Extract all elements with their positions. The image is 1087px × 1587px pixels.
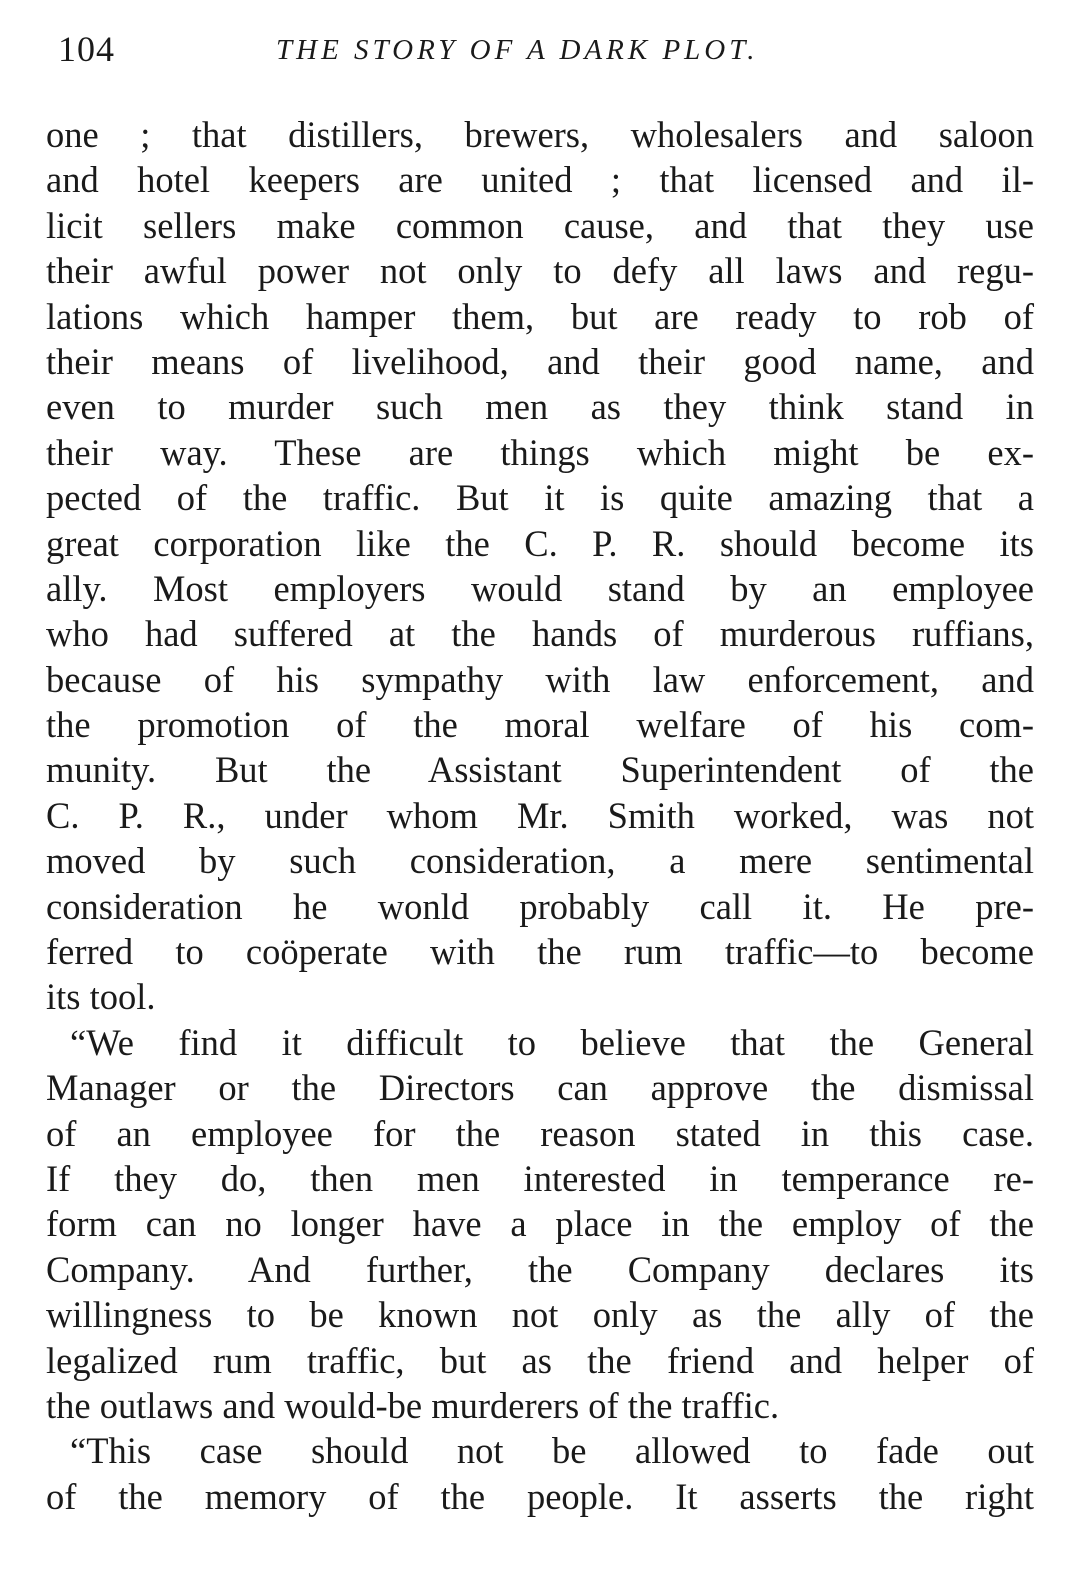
text-line: ferred to coöperate with the rum traffic—to become: [46, 931, 1034, 973]
text-line: of an employee for the reason stated in this case.: [46, 1112, 1034, 1154]
text-line: Company. And further, the Company declares its: [46, 1248, 1034, 1290]
text-line: even to murder such men as they think stand in: [46, 386, 1034, 428]
text-line: their awful power not only to defy all laws and regu-: [46, 250, 1034, 292]
page-number: 104: [58, 29, 115, 69]
text-line: legalized rum traffic, but as the friend and helper of: [46, 1339, 1034, 1381]
text-line: their way. These are things which might be ex-: [46, 431, 1034, 473]
text-line: its tool.: [46, 976, 156, 1018]
body-text: [46, 112, 1034, 1519]
text-line: willingness to be known not only as the ally of the: [46, 1294, 1034, 1336]
text-line: “We find it difficult to believe that the General: [70, 1021, 1034, 1063]
text-line: munity. But the Assistant Superintendent of the: [46, 749, 1034, 791]
text-line: C. P. R., under whom Mr. Smith worked, was not: [46, 794, 1034, 836]
text-line: Manager or the Directors can approve the dismissal: [46, 1067, 1034, 1109]
text-line: lations which hamper them, but are ready to rob of: [46, 295, 1034, 337]
text-line: ally. Most employers would stand by an employee: [46, 567, 1034, 609]
text-line: consideration he wonld probably call it. He pre-: [46, 885, 1034, 927]
text-line: form can no longer have a place in the employ of the: [46, 1203, 1034, 1245]
text-line: great corporation like the C. P. R. should become its: [46, 522, 1034, 564]
text-line: one ; that distillers, brewers, wholesalers and saloon: [46, 114, 1034, 155]
text-line: moved by such consideration, a mere sentimental: [46, 840, 1034, 882]
text-line: who had suffered at the hands of murderous ruffians,: [46, 613, 1034, 655]
text-line: the outlaws and would-be murderers of the traffic.: [46, 1384, 780, 1426]
text-line: licit sellers make common cause, and that they use: [46, 204, 1034, 246]
running-title: THE STORY OF A DARK PLOT.: [276, 34, 759, 66]
text-line: and hotel keepers are united ; that licensed and il-: [46, 159, 1034, 201]
text-line: If they do, then men interested in temperance re-: [46, 1157, 1034, 1199]
page-header: [58, 28, 1025, 72]
text-line: “This case should not be allowed to fade out: [70, 1430, 1034, 1472]
text-line: pected of the traffic. But it is quite amazing that a: [46, 477, 1034, 519]
text-line: the promotion of the moral welfare of his com-: [46, 704, 1034, 746]
text-line: of the memory of the people. It asserts the right: [46, 1475, 1034, 1517]
text-line: because of his sympathy with law enforcement, and: [46, 658, 1034, 700]
text-line: their means of livelihood, and their good name, and: [46, 340, 1034, 382]
